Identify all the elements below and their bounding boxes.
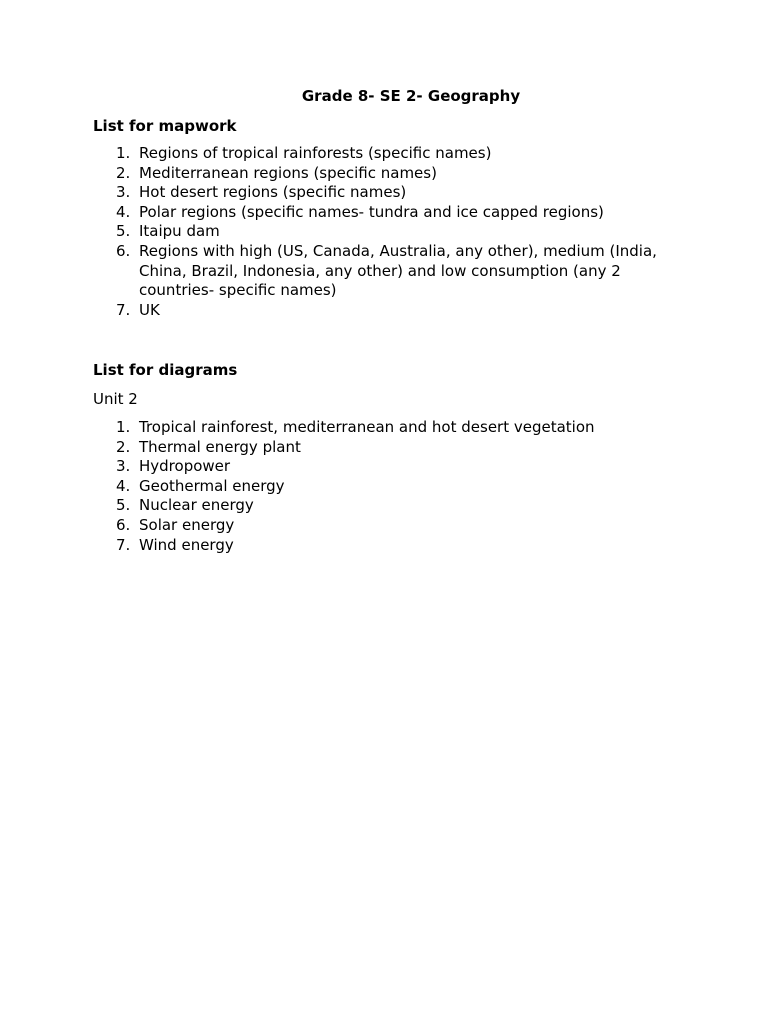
list-item: 2. Thermal energy plant xyxy=(116,437,301,456)
diagrams-list xyxy=(0,418,768,555)
document-title: Grade 8- SE 2- Geography xyxy=(301,87,521,105)
list-item: 6. Solar energy xyxy=(116,515,235,534)
list-item: 4. Geothermal energy xyxy=(116,476,285,495)
list-item: 3. Hydropower xyxy=(116,457,231,476)
list-item: 1. Tropical rainforest, mediterranean and hot desert vegetation xyxy=(116,418,595,436)
mapwork-heading: List for mapwork xyxy=(93,117,237,135)
list-item: 7. Wind energy xyxy=(116,535,234,554)
diagrams-heading: List for diagrams xyxy=(93,361,238,379)
list-item: 7. UK xyxy=(116,300,160,319)
unit-label: Unit 2 xyxy=(93,390,138,408)
list-item: 4. Polar regions (specific names- tundra and ice capped regions) xyxy=(116,202,604,221)
list-item: 3. Hot desert regions (specific names) xyxy=(116,183,407,202)
list-item: 5. Nuclear energy xyxy=(116,496,254,515)
list-item: 2. Mediterranean regions (specific names) xyxy=(116,163,437,182)
mapwork-list xyxy=(0,144,768,320)
list-item: 1. Regions of tropical rainforests (specific names) xyxy=(116,144,492,162)
list-item: 6. Regions with high (US, Canada, Australia, any other), medium (India, China, Brazil, Indonesia, any other) and low consumption (any 2 countries- specific names) xyxy=(116,241,657,300)
list-item: 5. Itaipu dam xyxy=(116,222,220,241)
